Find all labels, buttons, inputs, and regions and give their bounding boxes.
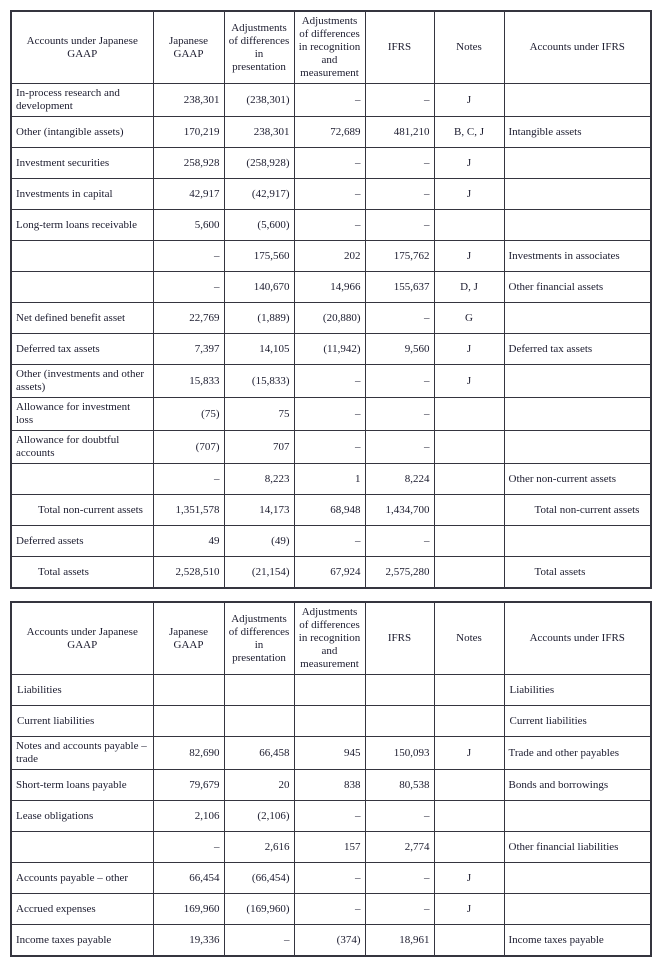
ifrs-value-cell: 155,637 [365, 272, 434, 303]
header-cell: Adjustments of differences in recognition and measurement [294, 11, 365, 84]
table-row [11, 431, 651, 464]
presentation-adjustment-cell: (15,833) [224, 365, 294, 398]
ifrs-value-cell: – [365, 303, 434, 334]
table-row [11, 675, 651, 706]
jgaap-value-cell: 42,917 [153, 179, 224, 210]
ifrs-value-cell: – [365, 179, 434, 210]
table-row [11, 334, 651, 365]
ifrs-account-cell [504, 179, 651, 210]
recognition-adjustment-cell: 202 [294, 241, 365, 272]
presentation-adjustment-cell: (66,454) [224, 863, 294, 894]
table-row [11, 801, 651, 832]
presentation-adjustment-cell: (238,301) [224, 84, 294, 117]
gaap-account-cell: Other (investments and other assets) [11, 365, 153, 398]
notes-cell [434, 801, 504, 832]
gaap-account-cell: Net defined benefit asset [11, 303, 153, 334]
header-cell: Adjustments of differences in presentation [224, 602, 294, 675]
recognition-adjustment-cell: – [294, 398, 365, 431]
recognition-adjustment-cell: 945 [294, 737, 365, 770]
gaap-account-cell: Investments in capital [11, 179, 153, 210]
table-row [11, 303, 651, 334]
ifrs-value-cell: 175,762 [365, 241, 434, 272]
ifrs-account-cell: Other non-current assets [504, 464, 651, 495]
header-cell: IFRS [365, 11, 434, 84]
gaap-account-cell: Investment securities [11, 148, 153, 179]
recognition-adjustment-cell: – [294, 210, 365, 241]
table-row [11, 179, 651, 210]
ifrs-value-cell: – [365, 894, 434, 925]
jgaap-value-cell: – [153, 464, 224, 495]
recognition-adjustment-cell: – [294, 894, 365, 925]
ifrs-value-cell: – [365, 863, 434, 894]
table-row [11, 241, 651, 272]
recognition-adjustment-cell: – [294, 526, 365, 557]
presentation-adjustment-cell: 707 [224, 431, 294, 464]
table-row [11, 526, 651, 557]
ifrs-account-cell: Total assets [504, 557, 651, 589]
notes-cell: G [434, 303, 504, 334]
gaap-account-cell: Deferred assets [11, 526, 153, 557]
table-row [11, 365, 651, 398]
header-cell: Accounts under Japanese GAAP [11, 11, 153, 84]
ifrs-value-cell: 2,774 [365, 832, 434, 863]
notes-cell: D, J [434, 272, 504, 303]
gaap-account-cell [11, 832, 153, 863]
ifrs-value-cell: – [365, 801, 434, 832]
notes-cell: J [434, 737, 504, 770]
ifrs-account-cell [504, 398, 651, 431]
header-cell: Notes [434, 11, 504, 84]
table-row [11, 832, 651, 863]
jgaap-value-cell: 7,397 [153, 334, 224, 365]
table-row [11, 148, 651, 179]
gaap-account-cell: Allowance for investment loss [11, 398, 153, 431]
table-row [11, 863, 651, 894]
recognition-adjustment-cell: 67,924 [294, 557, 365, 589]
notes-cell [434, 398, 504, 431]
notes-cell [434, 557, 504, 589]
presentation-adjustment-cell: 175,560 [224, 241, 294, 272]
presentation-adjustment-cell: (49) [224, 526, 294, 557]
jgaap-value-cell: 170,219 [153, 117, 224, 148]
table-row [11, 770, 651, 801]
presentation-adjustment-cell: 66,458 [224, 737, 294, 770]
recognition-adjustment-cell: (374) [294, 925, 365, 957]
gaap-account-cell: Accrued expenses [11, 894, 153, 925]
table-row [11, 464, 651, 495]
gaap-account-cell [11, 272, 153, 303]
ifrs-value-cell [365, 675, 434, 706]
ifrs-account-cell: Intangible assets [504, 117, 651, 148]
ifrs-account-cell: Other financial liabilities [504, 832, 651, 863]
jgaap-value-cell: 2,528,510 [153, 557, 224, 589]
jgaap-value-cell: 258,928 [153, 148, 224, 179]
ifrs-value-cell: – [365, 431, 434, 464]
presentation-adjustment-cell: (1,889) [224, 303, 294, 334]
notes-cell: J [434, 894, 504, 925]
notes-cell [434, 464, 504, 495]
presentation-adjustment-cell: 14,173 [224, 495, 294, 526]
presentation-adjustment-cell: 20 [224, 770, 294, 801]
jgaap-value-cell: – [153, 241, 224, 272]
header-cell: Notes [434, 602, 504, 675]
presentation-adjustment-cell: (258,928) [224, 148, 294, 179]
table-row [11, 84, 651, 117]
ifrs-value-cell: – [365, 398, 434, 431]
ifrs-value-cell: 80,538 [365, 770, 434, 801]
notes-cell [434, 706, 504, 737]
ifrs-account-cell [504, 84, 651, 117]
recognition-adjustment-cell: – [294, 179, 365, 210]
notes-cell: J [434, 241, 504, 272]
gaap-account-cell: Notes and accounts payable – trade [11, 737, 153, 770]
ifrs-account-cell [504, 210, 651, 241]
jgaap-value-cell: – [153, 832, 224, 863]
ifrs-account-cell [504, 303, 651, 334]
recognition-adjustment-cell [294, 706, 365, 737]
recognition-adjustment-cell: 14,966 [294, 272, 365, 303]
header-cell: IFRS [365, 602, 434, 675]
recognition-adjustment-cell: (11,942) [294, 334, 365, 365]
liabilities-reconciliation-table [10, 601, 650, 957]
gaap-account-cell: Accounts payable – other [11, 863, 153, 894]
recognition-adjustment-cell: 157 [294, 832, 365, 863]
ifrs-account-cell [504, 863, 651, 894]
notes-cell [434, 832, 504, 863]
ifrs-account-cell: Income taxes payable [504, 925, 651, 957]
recognition-adjustment-cell [294, 675, 365, 706]
notes-cell: J [434, 334, 504, 365]
gaap-account-cell: Lease obligations [11, 801, 153, 832]
gaap-account-cell: Allowance for doubtful accounts [11, 431, 153, 464]
recognition-adjustment-cell: 68,948 [294, 495, 365, 526]
gaap-account-cell: Income taxes payable [11, 925, 153, 957]
ifrs-value-cell [365, 706, 434, 737]
notes-cell: B, C, J [434, 117, 504, 148]
jgaap-value-cell: 15,833 [153, 365, 224, 398]
ifrs-account-cell [504, 801, 651, 832]
jgaap-value-cell: 238,301 [153, 84, 224, 117]
jgaap-value-cell: 2,106 [153, 801, 224, 832]
ifrs-account-cell: Liabilities [504, 675, 651, 706]
presentation-adjustment-cell: (5,600) [224, 210, 294, 241]
ifrs-account-cell [504, 894, 651, 925]
jgaap-value-cell: 49 [153, 526, 224, 557]
ifrs-value-cell: 1,434,700 [365, 495, 434, 526]
presentation-adjustment-cell [224, 675, 294, 706]
table-row [11, 894, 651, 925]
presentation-adjustment-cell: 238,301 [224, 117, 294, 148]
ifrs-account-cell: Investments in associates [504, 241, 651, 272]
presentation-adjustment-cell: – [224, 925, 294, 957]
assets-reconciliation-grid [10, 10, 652, 589]
jgaap-value-cell: 82,690 [153, 737, 224, 770]
gaap-account-cell: Deferred tax assets [11, 334, 153, 365]
gaap-account-cell: Total non-current assets [11, 495, 153, 526]
presentation-adjustment-cell: (169,960) [224, 894, 294, 925]
gaap-account-cell: Liabilities [11, 675, 153, 706]
gaap-account-cell: Total assets [11, 557, 153, 589]
header-cell: Accounts under IFRS [504, 11, 651, 84]
header-row [11, 602, 651, 675]
presentation-adjustment-cell: (42,917) [224, 179, 294, 210]
header-row [11, 11, 651, 84]
recognition-adjustment-cell: – [294, 148, 365, 179]
ifrs-value-cell: – [365, 148, 434, 179]
gaap-account-cell: Short-term loans payable [11, 770, 153, 801]
notes-cell: J [434, 863, 504, 894]
ifrs-account-cell: Deferred tax assets [504, 334, 651, 365]
gaap-account-cell: Other (intangible assets) [11, 117, 153, 148]
jgaap-value-cell: (707) [153, 431, 224, 464]
presentation-adjustment-cell: (2,106) [224, 801, 294, 832]
header-cell: Japanese GAAP [153, 11, 224, 84]
ifrs-account-cell [504, 431, 651, 464]
notes-cell: J [434, 179, 504, 210]
table-row [11, 495, 651, 526]
jgaap-value-cell: 66,454 [153, 863, 224, 894]
notes-cell [434, 210, 504, 241]
recognition-adjustment-cell: 838 [294, 770, 365, 801]
assets-reconciliation-table [10, 10, 650, 589]
recognition-adjustment-cell: – [294, 365, 365, 398]
ifrs-value-cell: – [365, 84, 434, 117]
presentation-adjustment-cell: 140,670 [224, 272, 294, 303]
notes-cell [434, 526, 504, 557]
recognition-adjustment-cell: (20,880) [294, 303, 365, 334]
jgaap-value-cell: 79,679 [153, 770, 224, 801]
ifrs-value-cell: 2,575,280 [365, 557, 434, 589]
notes-cell [434, 675, 504, 706]
notes-cell [434, 770, 504, 801]
ifrs-account-cell: Other financial assets [504, 272, 651, 303]
gaap-account-cell [11, 241, 153, 272]
presentation-adjustment-cell: (21,154) [224, 557, 294, 589]
jgaap-value-cell: 19,336 [153, 925, 224, 957]
recognition-adjustment-cell: – [294, 801, 365, 832]
recognition-adjustment-cell: 1 [294, 464, 365, 495]
notes-cell: J [434, 84, 504, 117]
recognition-adjustment-cell: – [294, 863, 365, 894]
ifrs-value-cell: – [365, 210, 434, 241]
jgaap-value-cell: 5,600 [153, 210, 224, 241]
ifrs-value-cell: 9,560 [365, 334, 434, 365]
presentation-adjustment-cell [224, 706, 294, 737]
ifrs-value-cell: – [365, 365, 434, 398]
ifrs-value-cell: 150,093 [365, 737, 434, 770]
recognition-adjustment-cell: – [294, 431, 365, 464]
ifrs-value-cell: 8,224 [365, 464, 434, 495]
notes-cell [434, 431, 504, 464]
jgaap-value-cell [153, 706, 224, 737]
gaap-account-cell: In-process research and development [11, 84, 153, 117]
notes-cell [434, 495, 504, 526]
table-row [11, 706, 651, 737]
presentation-adjustment-cell: 2,616 [224, 832, 294, 863]
ifrs-account-cell [504, 365, 651, 398]
ifrs-account-cell [504, 148, 651, 179]
header-cell: Adjustments of differences in presentation [224, 11, 294, 84]
jgaap-value-cell: (75) [153, 398, 224, 431]
table-row [11, 117, 651, 148]
presentation-adjustment-cell: 14,105 [224, 334, 294, 365]
ifrs-account-cell [504, 526, 651, 557]
jgaap-value-cell: 169,960 [153, 894, 224, 925]
ifrs-value-cell: 18,961 [365, 925, 434, 957]
ifrs-value-cell: – [365, 526, 434, 557]
presentation-adjustment-cell: 8,223 [224, 464, 294, 495]
header-cell: Accounts under IFRS [504, 602, 651, 675]
ifrs-account-cell: Total non-current assets [504, 495, 651, 526]
jgaap-value-cell [153, 675, 224, 706]
table-row [11, 210, 651, 241]
gaap-account-cell: Current liabilities [11, 706, 153, 737]
notes-cell: J [434, 148, 504, 179]
table-row [11, 272, 651, 303]
ifrs-value-cell: 481,210 [365, 117, 434, 148]
header-cell: Adjustments of differences in recognition and measurement [294, 602, 365, 675]
table-row [11, 737, 651, 770]
table-row [11, 925, 651, 957]
jgaap-value-cell: 1,351,578 [153, 495, 224, 526]
recognition-adjustment-cell: 72,689 [294, 117, 365, 148]
table-row [11, 557, 651, 589]
presentation-adjustment-cell: 75 [224, 398, 294, 431]
ifrs-account-cell: Current liabilities [504, 706, 651, 737]
liabilities-reconciliation-grid [10, 601, 652, 957]
jgaap-value-cell: – [153, 272, 224, 303]
table-row [11, 398, 651, 431]
recognition-adjustment-cell: – [294, 84, 365, 117]
header-cell: Japanese GAAP [153, 602, 224, 675]
notes-cell [434, 925, 504, 957]
gaap-account-cell [11, 464, 153, 495]
gaap-account-cell: Long-term loans receivable [11, 210, 153, 241]
ifrs-account-cell: Bonds and borrowings [504, 770, 651, 801]
ifrs-account-cell: Trade and other payables [504, 737, 651, 770]
notes-cell: J [434, 365, 504, 398]
header-cell: Accounts under Japanese GAAP [11, 602, 153, 675]
jgaap-value-cell: 22,769 [153, 303, 224, 334]
